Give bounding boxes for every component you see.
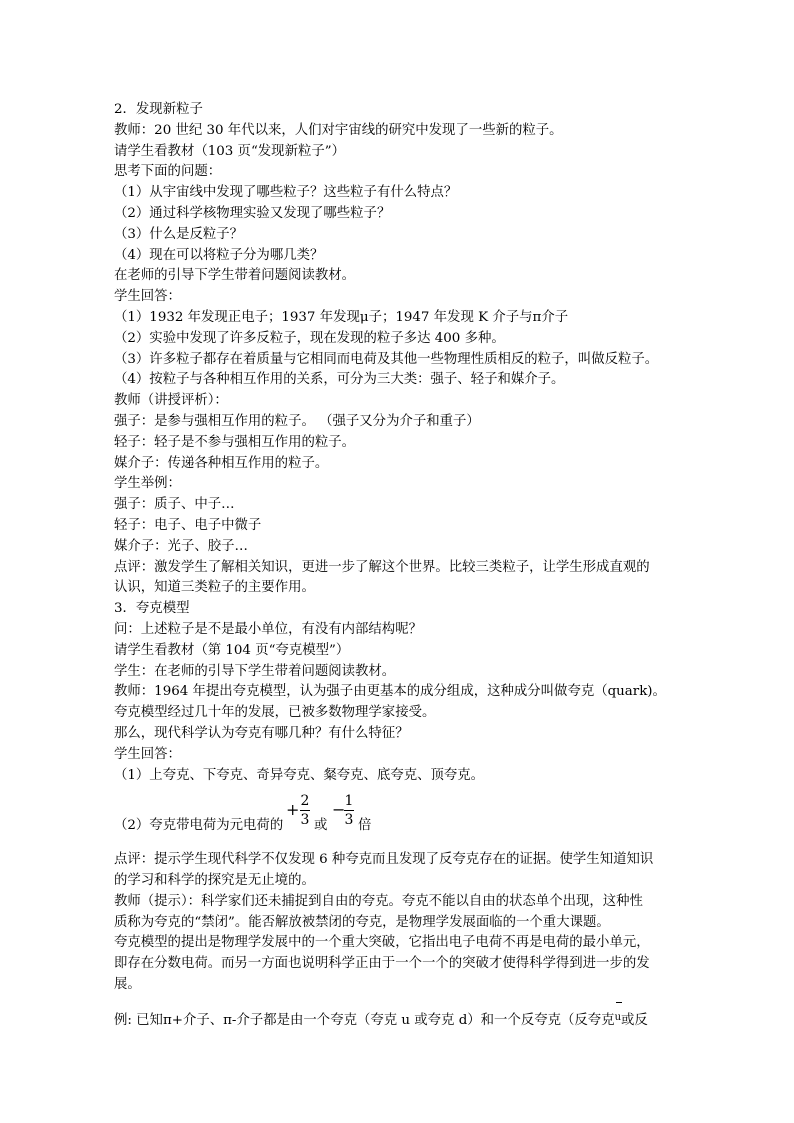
text-line: 教师（讲授评析）： xyxy=(114,393,228,409)
text-line: 即存在分数电荷。而另一方面也说明科学正由于一个一个的突破才使得科学得到进一步的发 xyxy=(114,956,650,972)
text-line: 媒介子：传递各种相互作用的粒子。 xyxy=(114,455,329,471)
text-line: 学生举例： xyxy=(114,476,181,492)
text-line: 请学生看教材（103 页“发现新粒子”） xyxy=(114,143,345,159)
text-line: （2）通过科学核物理实验又发现了哪些粒子？ xyxy=(114,205,391,221)
text-line: 那么，现代科学认为夸克有哪几种？有什么特征？ xyxy=(114,725,409,741)
text-line: 教师：1964 年提出夸克模型，认为强子由更基本的成分组成，这种成分叫做夸克（quark)。 xyxy=(114,684,666,700)
text-line: 强子：质子、中子… xyxy=(114,497,235,513)
fraction-numerator: 2 xyxy=(300,793,310,810)
text-line: 问：上述粒子是不是最小单位，有没有内部结构呢？ xyxy=(114,621,422,637)
text-line: （4）现在可以将粒子分为哪几类？ xyxy=(114,247,324,263)
text-line: （3）什么是反粒子？ xyxy=(114,226,244,242)
charge-prefix: （2）夸克带电荷为元电荷的 xyxy=(114,818,284,834)
text-line: 轻子：电子、电子中微子 xyxy=(114,517,262,533)
text-line: （1）上夸克、下夸克、奇异夸克、粲夸克、底夸克、顶夸克。 xyxy=(114,767,485,783)
minus-sign: − xyxy=(332,800,346,820)
fraction-two-thirds xyxy=(300,792,310,829)
text-line: （3）许多粒子都存在着质量与它相同而电荷及其他一些物理性质相反的粒子，叫做反粒子。 xyxy=(114,351,659,367)
example-line xyxy=(114,1008,684,1032)
text-line: 轻子：轻子是不参与强相互作用的粒子。 xyxy=(114,434,356,450)
text-line: （4）按粒子与各种相互作用的关系，可分为三大类：强子、轻子和媒介子。 xyxy=(114,372,565,388)
example-tail: 或反 xyxy=(621,1012,648,1028)
spacer xyxy=(114,842,684,850)
text-line: 夸克模型的提出是物理学发展中的一个重大突破，它指出电子电荷不再是电荷的最小单元， xyxy=(114,935,650,951)
document-page xyxy=(114,100,684,1032)
text-line: 3．夸克模型 xyxy=(114,601,190,617)
text-line: 点评：激发学生了解相关知识，更进一步了解这个世界。比较三类粒子，让学生形成直观的 xyxy=(114,559,650,575)
text-line: 2．发现新粒子 xyxy=(114,102,203,117)
fraction-one-third xyxy=(344,792,354,829)
text-block-1 xyxy=(114,100,684,786)
fraction-numerator: 1 xyxy=(344,793,354,810)
text-line: 认识，知道三类粒子的主要作用。 xyxy=(114,580,315,596)
text-line: （2）实验中发现了许多反粒子，现在发现的粒子多达 400 多种。 xyxy=(114,330,505,346)
times-word: 倍 xyxy=(358,818,372,834)
text-line: 思考下面的问题： xyxy=(114,164,222,180)
text-line: 学生回答： xyxy=(114,746,181,762)
text-line: 学生回答： xyxy=(114,289,181,305)
text-line: （1）1932 年发现正电子；1937 年发现μ子；1947 年发现 K 介子与π介子 xyxy=(114,309,569,325)
text-line: 学生：在老师的引导下学生带着问题阅读教材。 xyxy=(114,663,396,679)
example-text: 例: 已知π+介子、π-介子都是由一个夸克（夸克 u 或夸克 d）和一个反夸克（反夸克 xyxy=(114,1012,615,1028)
text-line: 质称为夸克的“禁闭”。能否解放被禁闭的夸克，是物理学发展面临的一个重大课题。 xyxy=(114,914,610,930)
text-line: 教师（提示）：科学家们还未捕捉到自由的夸克。夸克不能以自由的状态单个出现，这种性 xyxy=(114,893,643,909)
text-line: 教师：20 世纪 30 年代以来，人们对宇宙线的研究中发现了一些新的粒子。 xyxy=(114,122,563,138)
text-line: （1）从宇宙线中发现了哪些粒子？这些粒子有什么特点？ xyxy=(114,185,458,201)
text-line: 媒介子：光子、胶子… xyxy=(114,538,248,554)
text-line: 的学习和科学的探究是无止境的。 xyxy=(114,873,315,889)
text-line: 点评：提示学生现代科学不仅发现 6 种夸克而且发现了反夸克存在的证据。使学生知道知识 xyxy=(114,852,654,868)
text-line: 夸克模型经过几十年的发展，已被多数物理学家接受。 xyxy=(114,705,436,721)
fraction-denominator: 3 xyxy=(300,812,310,829)
text-block-2 xyxy=(114,850,684,996)
text-line: 强子：是参与强相互作用的粒子。 （强子又分为介子和重子） xyxy=(114,413,480,429)
or-word: 或 xyxy=(314,818,328,834)
spacer xyxy=(114,996,684,1004)
anti-u-symbol: u xyxy=(615,1008,621,1029)
plus-sign: + xyxy=(286,800,300,820)
text-line: 展。 xyxy=(114,977,141,993)
fraction-denominator: 3 xyxy=(344,812,354,829)
text-line: 请学生看教材（第 104 页“夸克模型”） xyxy=(114,642,350,658)
charge-line xyxy=(114,792,684,842)
text-line: 在老师的引导下学生带着问题阅读教材。 xyxy=(114,268,356,284)
